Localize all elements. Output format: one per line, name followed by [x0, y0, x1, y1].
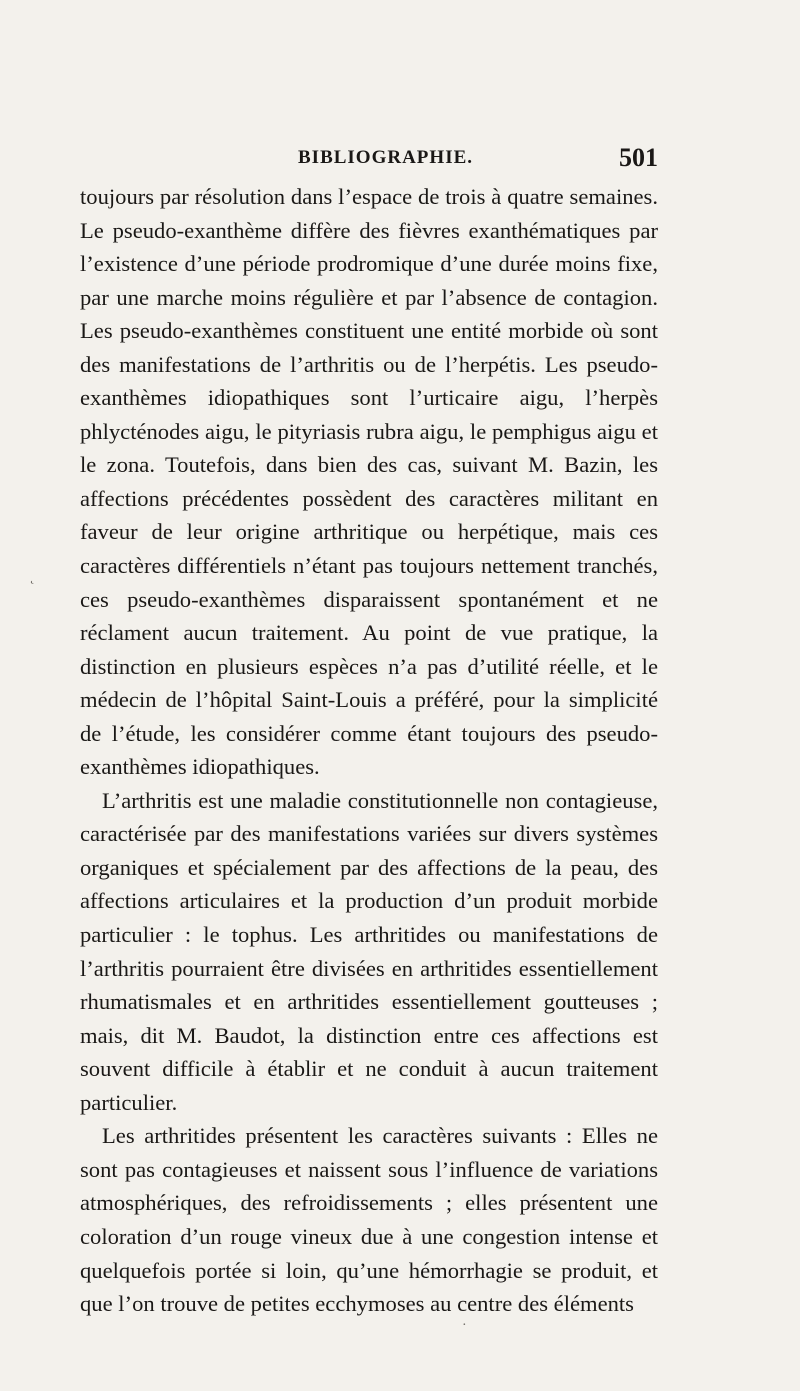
page-number: 501 [619, 143, 658, 172]
paragraph-arthritides: Les arthritides présentent les caractères suivants : Elles ne sont pas contagieuses et naissent sous l’influence de variations atmosphériques, des refroidissements ; elles présentent une coloration d’un rouge vineux due à une congestion intense et quelquefois portée si loin, qu’une hémorrhagie se produit, et que l’on trouve de petites ecchymoses au centre des éléments [80, 1123, 658, 1317]
paragraph-continuation: toujours par résolution dans l’espace de trois à quatre semaines. Le pseudo-exanthème diffère des fièvres exanthématiques par l’existence d’une période prodromique d’une durée moins fixe, par une marche moins régulière et par l’absence de contagion. Les pseudo-exanthèmes constituent une entité morbide où sont des manifestations de l’arthritis ou de l’herpétis. Les pseudo-exanthèmes idiopathiques sont l’urticaire aigu, l’herpès phlycténodes aigu, le pityriasis rubra aigu, le pemphigus aigu et le zona. Toutefois, dans bien des cas, suivant M. Bazin, les affections précédentes possèdent des caractères militant en faveur de leur origine arthritique ou herpétique, mais ces caractères différentiels n’étant pas toujours nettement tranchés, ces pseudo-exanthèmes disparaissent spontanément et ne réclament aucun traitement. Au point de vue pratique, la distinction en plusieurs espèces n’a pas d’utilité réelle, et le médecin de l’hôpital Saint-Louis a préféré, pour la simplicité de l’étude, les considérer comme étant toujours des pseudo-exanthèmes idiopathiques. [80, 184, 658, 780]
bottom-dot-mark: · [462, 1318, 467, 1333]
running-title: BIBLIOGRAPHIE. [298, 147, 474, 168]
running-head [80, 143, 658, 173]
paragraph-arthritis: L’arthritis est une maladie constitutionnelle non contagieuse, caractérisée par des manifestations variées sur divers systèmes organiques et spécialement par des affections de la peau, des affections articulaires et la production d’un produit morbide particulier : le tophus. Les arthritides ou manifestations de l’arthritis pourraient être divisées en arthritides essentiellement rhumatismales et en arthritides essentiellement goutteuses ; mais, dit M. Baudot, la distinction entre ces affections est souvent difficile à établir et ne conduit à aucun traitement particulier. [80, 787, 658, 1115]
body-text [80, 180, 658, 1321]
margin-dot-mark: ˛ [30, 570, 35, 585]
